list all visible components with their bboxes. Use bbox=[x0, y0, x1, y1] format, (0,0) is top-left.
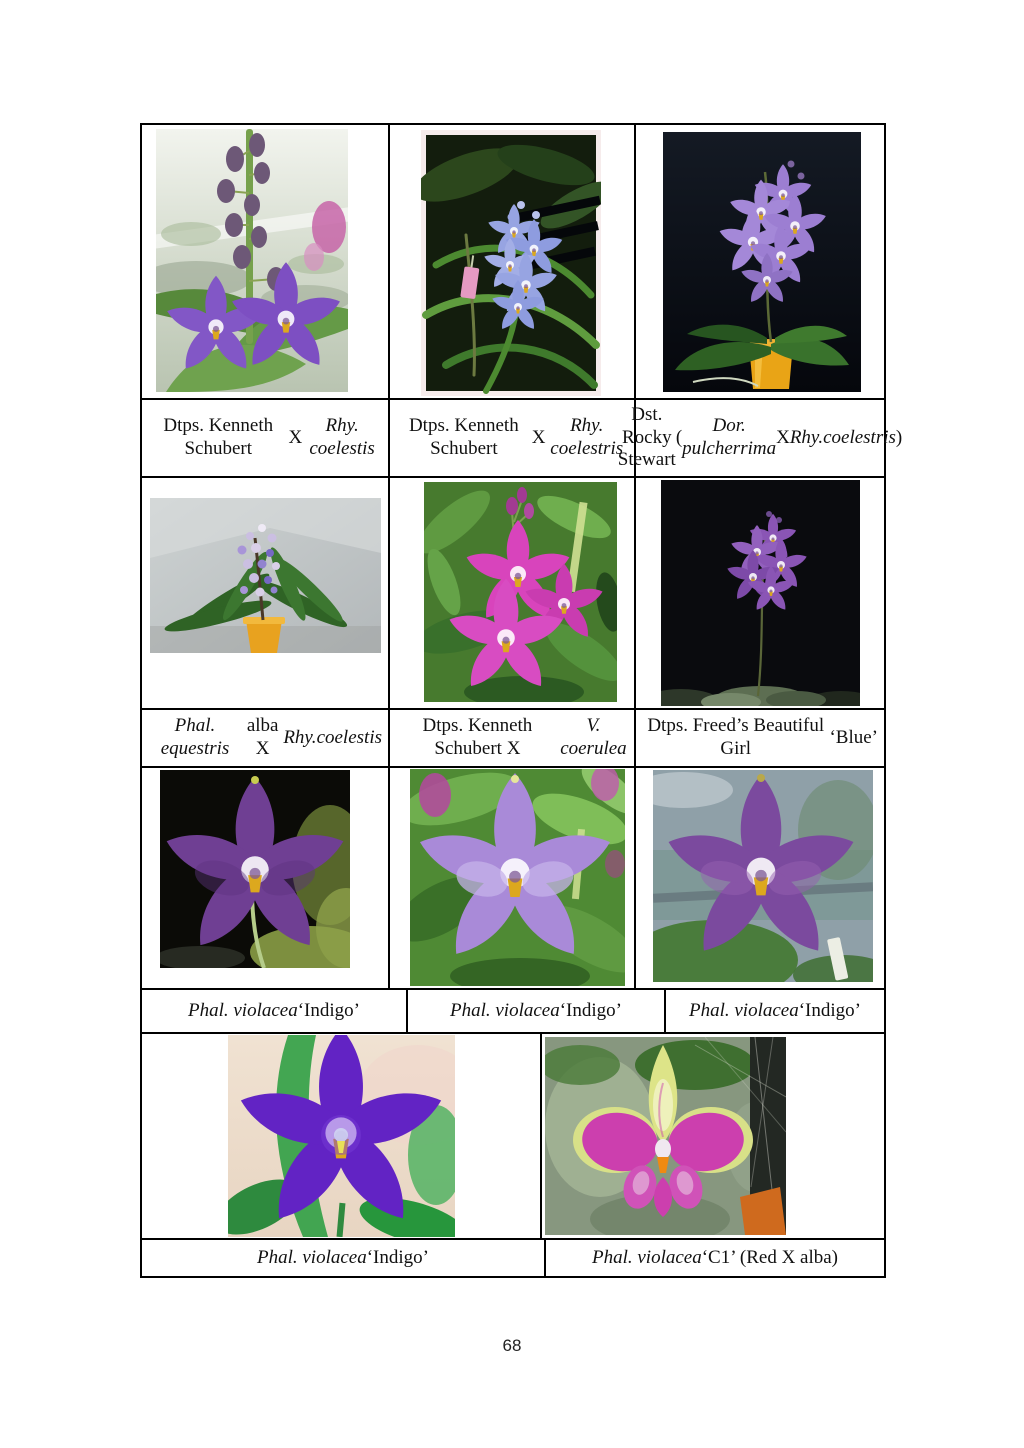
page-number: 68 bbox=[502, 1336, 522, 1355]
image-cell bbox=[636, 768, 884, 988]
image-cell bbox=[390, 768, 636, 988]
image-cell bbox=[636, 125, 884, 398]
photo-pale-lavender-plant-gray bbox=[150, 498, 381, 653]
image-cell bbox=[142, 125, 390, 398]
table-row-captions-3 bbox=[142, 990, 884, 1034]
caption-phal-violacea-indigo-3: Phal. violacea ‘Indigo’ bbox=[666, 990, 884, 1032]
table-row-images-3 bbox=[142, 768, 884, 990]
caption-phal-violacea-indigo-2: Phal. violacea ‘Indigo’ bbox=[408, 990, 666, 1032]
image-cell bbox=[636, 478, 884, 708]
photo-violacea-indigo-large bbox=[228, 1035, 455, 1237]
table-row-captions-1 bbox=[142, 400, 903, 478]
photo-purple-spray-yellow-pot bbox=[663, 132, 861, 392]
table-row-images-1 bbox=[142, 125, 884, 400]
table-row-images-2 bbox=[142, 478, 884, 710]
caption-phal-violacea-c1: Phal. violacea ‘C1’ (Red X alba) bbox=[546, 1240, 884, 1276]
caption-phal-violacea-indigo-4: Phal. violacea ‘Indigo’ bbox=[142, 1240, 546, 1276]
photo-violacea-closeup-green bbox=[410, 769, 625, 986]
caption-dtps-freeds-beautiful-girl: Dtps. Freed’s Beautiful Girl ‘Blue’ bbox=[636, 710, 884, 766]
image-cell bbox=[390, 125, 636, 398]
photo-blue-flower-cluster-pink-tag bbox=[421, 130, 601, 396]
photo-violacea-closeup-bluegray bbox=[653, 770, 873, 982]
image-cell bbox=[142, 768, 390, 988]
photo-violacea-c1-yellow-magenta bbox=[545, 1037, 786, 1235]
image-cell bbox=[142, 478, 390, 708]
photo-tall-thin-spike-dark bbox=[661, 480, 860, 706]
image-cell bbox=[390, 478, 636, 708]
orchid-photo-table bbox=[140, 123, 903, 1278]
photo-violacea-closeup-black bbox=[160, 770, 350, 968]
caption-dtps-kenneth-schubert-coelestris: Dtps. Kenneth Schubert X Rhy. coelestris bbox=[390, 400, 636, 476]
photo-magenta-flowers-foliage bbox=[424, 482, 617, 702]
caption-dtps-kenneth-schubert-coelestis: Dtps. Kenneth Schubert X Rhy. coelestis bbox=[142, 400, 390, 476]
caption-phal-violacea-indigo-1: Phal. violacea ‘Indigo’ bbox=[142, 990, 408, 1032]
photo-greenhouse-purple-bud-spike bbox=[156, 129, 348, 392]
caption-dst-rocky-stewart: Dst. Rocky Stewart ( Dor. pulcherrima X Rhy. coelestris ) bbox=[636, 400, 884, 476]
table-row-images-4 bbox=[142, 1034, 884, 1240]
image-cell bbox=[142, 1034, 542, 1238]
caption-phal-equestris-alba: Phal. equestris alba X Rhy. coelestis bbox=[142, 710, 390, 766]
image-cell bbox=[542, 1034, 884, 1238]
caption-dtps-kenneth-schubert-coerulea: Dtps. Kenneth Schubert X V. coerulea bbox=[390, 710, 636, 766]
table-row-captions-4 bbox=[142, 1240, 884, 1276]
table-row-captions-2 bbox=[142, 710, 884, 768]
